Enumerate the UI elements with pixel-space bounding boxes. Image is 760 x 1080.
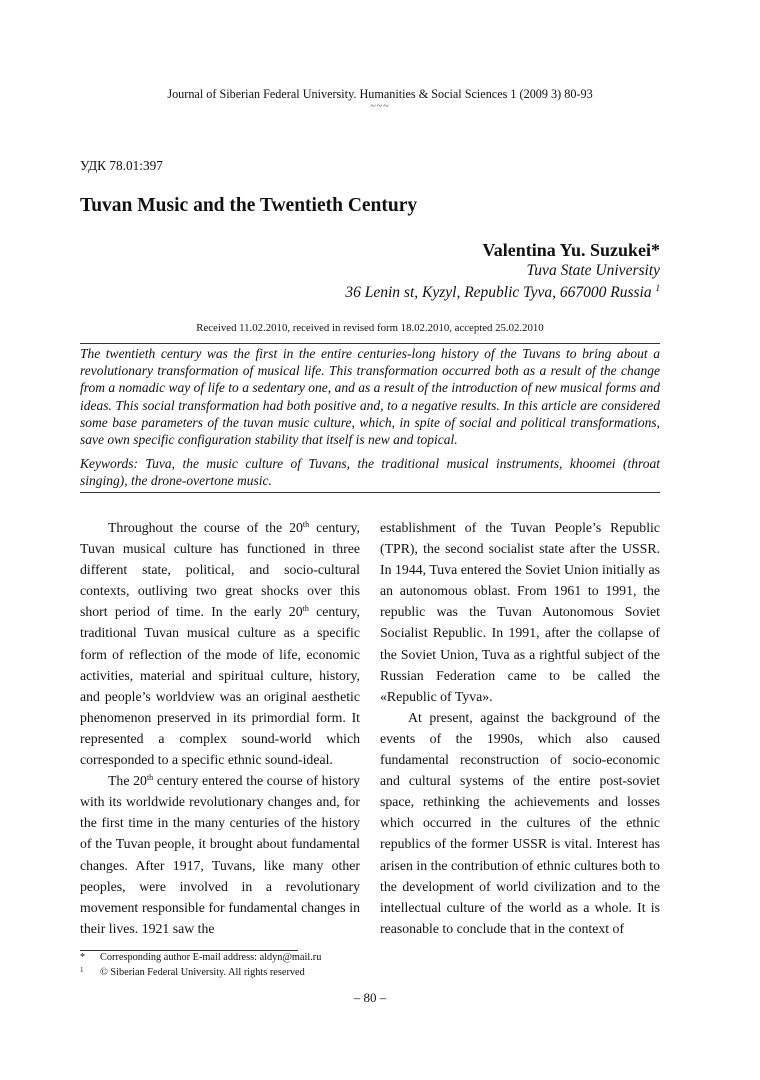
header-separator: ~~~	[370, 101, 390, 112]
text-run: century entered the course of history with its worldwide revolutionary changes and, for the first time in the many centuries of the history of the Tuvan people, it brought about fundamental changes. After 1917, Tuvans, like many other peoples, were involved in a revolutionary movement responsible for fundamental changes in their lives. 1921 saw the	[80, 773, 361, 936]
paragraph	[80, 517, 360, 770]
superscript: th	[302, 520, 310, 529]
footnote-mark: *	[80, 952, 86, 963]
footnote-text: © Siberian Federal University. All rights reserved	[100, 967, 305, 978]
footnote	[80, 952, 321, 963]
abstract: The twentieth century was the first in the entire centuries-long history of the Tuvans to bring about a revolutionary transformation of musical life. This transformation occurred both as a result of the change from a nomadic way of life to a sedentary one, and as a result of the introduction of new musical forms and ideas. This social transformation had both positive and, to a negative results. In this article are considered some base parameters of the tuvan music culture, which, in spite of social and political transformations, save own specific configuration stability that itself is new and topical.	[80, 346, 660, 448]
journal-header: Journal of Siberian Federal University. Humanities & Social Sciences 1 (2009 3) 80-93	[167, 87, 593, 101]
text-run: Throughout the course of the 20	[108, 520, 303, 535]
footnote	[80, 966, 305, 978]
keywords: Keywords: Tuva, the music culture of Tuvans, the traditional musical instruments, khoomei (throat singing), the drone-overtone music.	[80, 456, 660, 489]
footnote-text: Corresponding author E-mail address: aldyn@mail.ru	[100, 952, 322, 963]
footnote-mark: 1	[80, 966, 84, 974]
abstract-top-rule	[80, 343, 660, 344]
page-number: – 80 –	[353, 990, 387, 1005]
footnote-rule	[80, 950, 298, 951]
paragraph: establishment of the Tuvan People’s Republic (TPR), the second socialist state after the USSR. In 1944, Tuva entered the Soviet Union initially as an autonomous oblast. From 1961 to 1991, the republic was the Tuvan Autonomous Soviet Socialist Republic. In 1991, after the collapse of the Soviet Union, Tuva as a rightful subject of the Russian Federation came to be called the «Republic of Tyva».	[380, 520, 660, 704]
superscript: th	[146, 773, 154, 783]
address-footnote-mark: 1	[655, 283, 660, 293]
paragraph	[80, 770, 360, 939]
udc-code: УДК 78.01:397	[80, 158, 163, 173]
author-address	[345, 283, 660, 302]
author-name: Valentina Yu. Suzukei*	[482, 240, 660, 260]
author-affiliation: Tuva State University	[526, 262, 660, 279]
text-run: century, Tuvan musical culture has functioned in three different state, political, and socio-cultural contexts, outliving two great shocks over this short period of time. In the early 20	[80, 520, 360, 620]
text-run: The 20	[108, 773, 147, 789]
paragraph: At present, against the background of the events of the 1990s, which also caused fundamental reconstruction of socio-economic and cultural systems of the entire post-soviet space, rethinking the achievements and losses which occurred in the cultures of the ethnic republics of the former USSR is vital. Interest has arisen in the contribution of ethnic cultures both to the development of world civilization and to the intellectual culture of the world as a whole. It is reasonable to conclude that in the context of	[380, 709, 660, 936]
superscript: th	[302, 604, 309, 614]
body-column-right	[380, 517, 660, 939]
received-dates: Received 11.02.2010, received in revised form 18.02.2010, accepted 25.02.2010	[196, 322, 544, 334]
address-text: 36 Lenin st, Kyzyl, Republic Tyva, 667000 Russia	[345, 284, 652, 301]
text-run: century, traditional Tuvan musical culture as a specific form of reflection of the mode of life, economic activities, material and spiritual culture, history, and people’s worldview was an original aesthetic phenomenon preserved in its primordial form. It represented a complex sound-world which corresponded to a specific ethnic sound-ideal.	[80, 604, 360, 768]
abstract-bottom-rule	[80, 492, 660, 493]
body-column-left	[80, 517, 360, 939]
article-title: Tuvan Music and the Twentieth Century	[80, 195, 418, 216]
